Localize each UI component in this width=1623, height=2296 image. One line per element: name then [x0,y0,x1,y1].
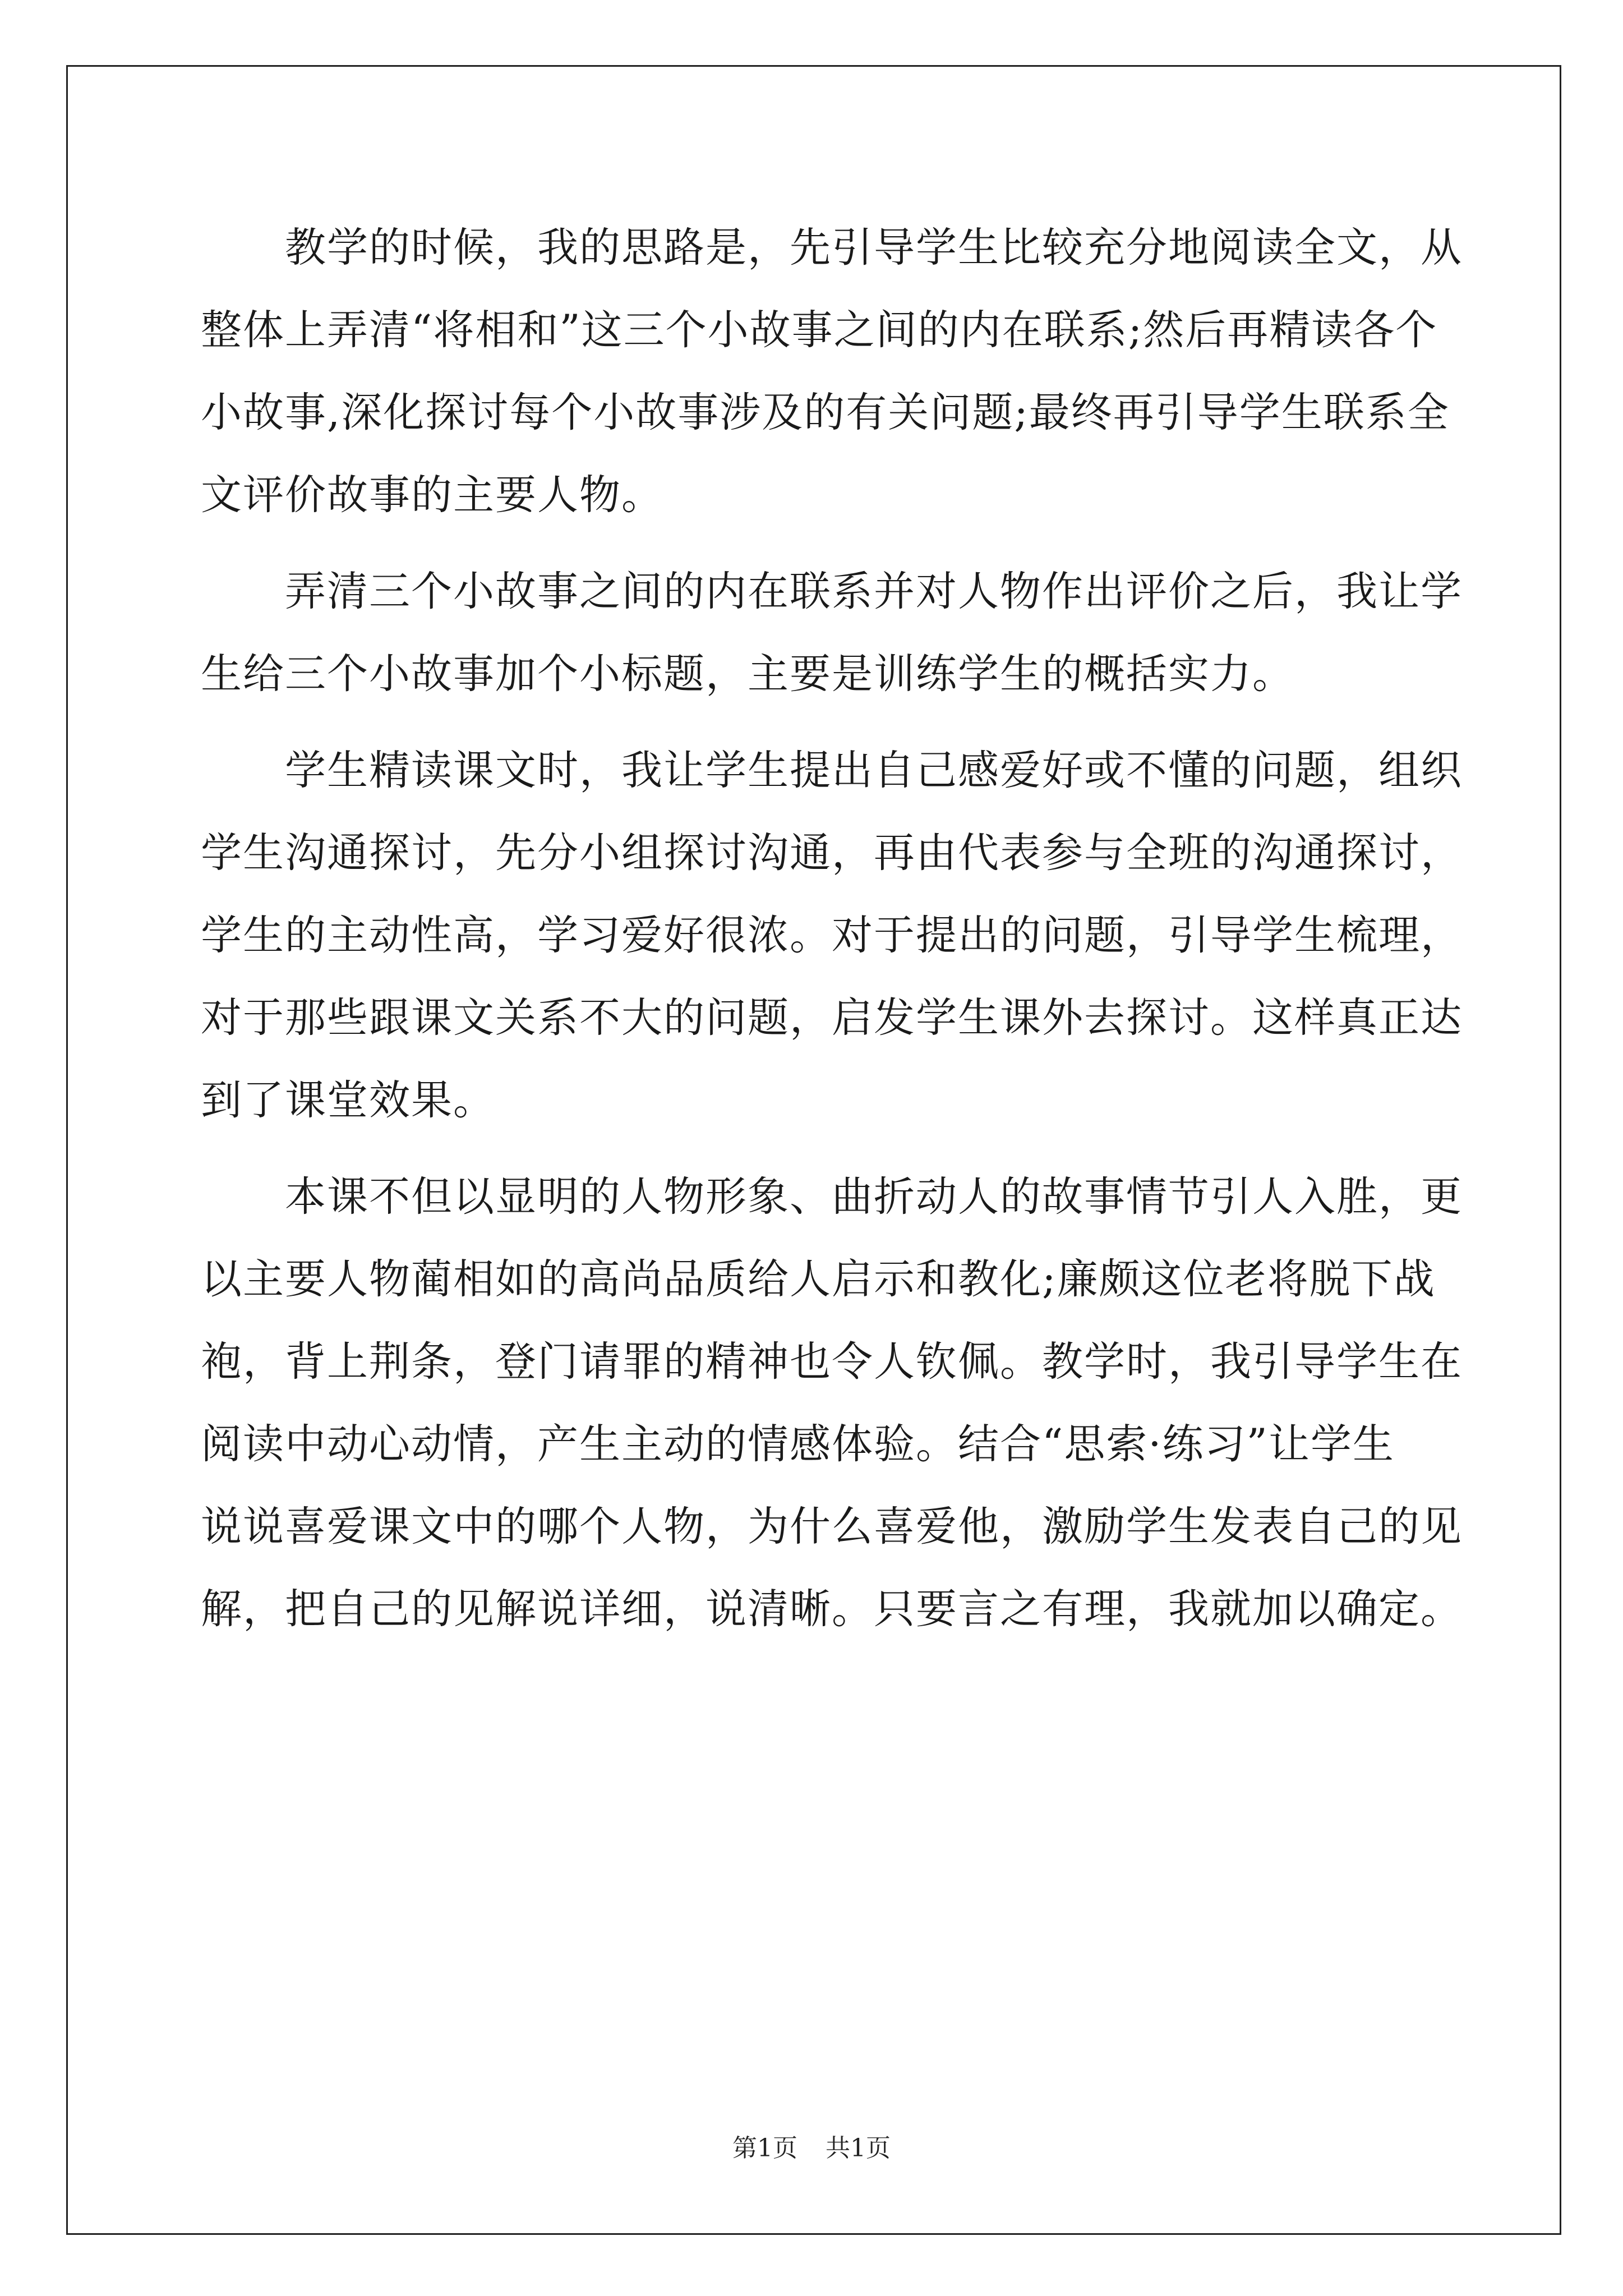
text-line: 解，把自己的见解说详细，说清晰。只要言之有理，我就加以确定。 [201,1585,1463,1633]
text-line: 说说喜爱课文中的哪个人物，为什么喜爱他，激励学生发表自己的见 [201,1503,1463,1550]
text-line: 学生精读课文时，我让学生提出自己感爱好或不懂的问题，组织 [285,747,1463,794]
paragraph [201,1156,1463,1650]
page-number: 第1页 [732,2134,797,2162]
text-line: 以主要人物蔺相如的高尚品质给人启示和教化;廉颇这位老将脱下战 [201,1255,1436,1303]
page-total: 共1页 [826,2134,891,2162]
paragraph [201,729,1463,1142]
text-line: 教学的时候，我的思路是，先引导学生比较充分地阅读全文，从 [285,224,1463,272]
text-line: 文评价故事的主要人物。 [201,471,663,519]
document-body [201,206,1463,1664]
paragraph [201,550,1463,715]
text-line: 学生沟通探讨，先分小组探讨沟通，再由代表参与全班的沟通探讨， [201,829,1463,877]
text-line: 对于那些跟课文关系不大的问题，启发学生课外去探讨。这样真正达 [201,994,1463,1042]
text-line: 弄清三个小故事之间的内在联系并对人物作出评价之后，我让学 [285,568,1463,615]
page-footer [0,2132,1623,2165]
text-line: 到了课堂效果。 [201,1076,495,1124]
text-line: 阅读中动心动情，产生主动的情感体验。结合“思索·练习”让学生 [201,1420,1395,1468]
paragraph [201,206,1463,536]
text-line: 整体上弄清“将相和”这三个小故事之间的内在联系;然后再精读各个 [201,306,1438,354]
text-line: 生给三个小故事加个小标题，主要是训练学生的概括实力。 [201,650,1294,698]
text-line: 学生的主动性高，学习爱好很浓。对于提出的问题，引导学生梳理， [201,912,1463,959]
text-line: 小故事,深化探讨每个小故事涉及的有关问题;最终再引导学生联系全 [201,389,1450,436]
text-line: 本课不但以显明的人物形象、曲折动人的故事情节引人入胜，更 [285,1173,1463,1221]
text-line: 袍，背上荆条，登门请罪的精神也令人钦佩。教学时，我引导学生在 [201,1338,1463,1386]
